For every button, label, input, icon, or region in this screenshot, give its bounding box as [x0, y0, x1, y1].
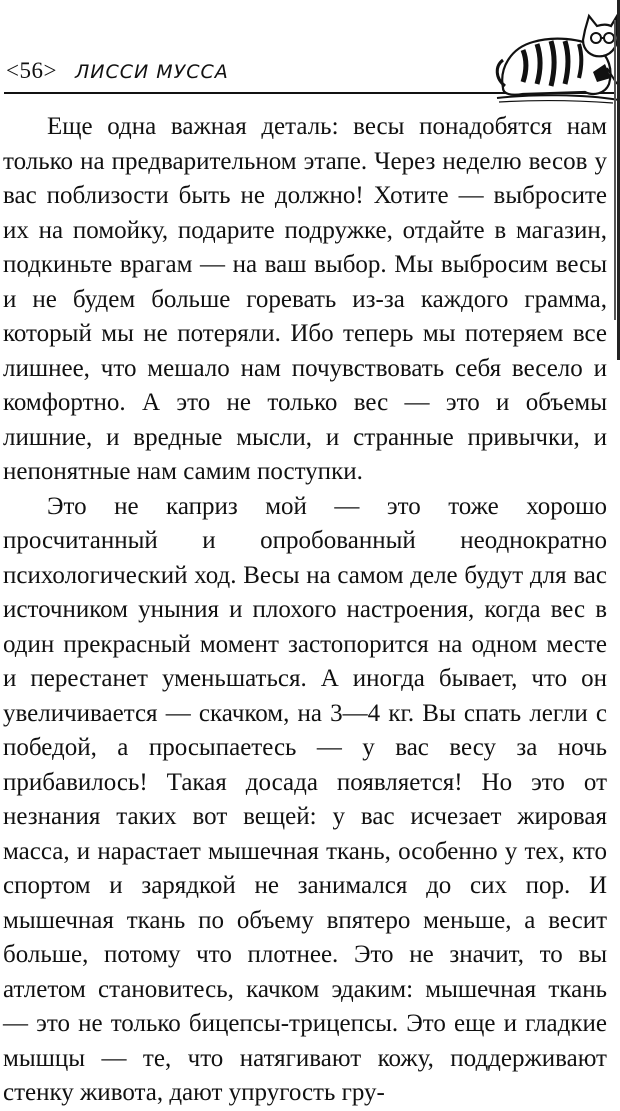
body-text [3, 110, 607, 1111]
cat-illustration [493, 8, 620, 104]
paragraph: Это не каприз мой — это тоже хорошо просчитанный и опробованный неоднократно психологический ход. Весы на самом деле будут для вас источником уныния и плохого настроения, когда вес в один прекрасный момент застопорится на одном месте и перестанет уменьшаться. А иногда бывает, что он увеличивается — скачком, на 3—4 кг. Вы спать легли с победой, а просыпаетесь — у вас весу за ночь прибавилось! Такая досада появляется! Но это от незнания таких вот вещей: у вас исчезает жировая масса, и нарастает мышечная ткань, особенно у тех, кто спортом и зарядкой не занимался до сих пор. И мышечная ткань по объему впятеро меньше, а весит больше, потому что плотнее. Это не значит, то вы атлетом становитесь, качком эдаким: мышечная ткань — это не только бицепсы-трицепсы. Это еще и гладкие мышцы — те, что натягивают кожу, поддерживают стенку живота, дают упругость гру- [3, 492, 607, 1106]
page-edge-shadow [612, 0, 620, 360]
paragraph: Еще одна важная деталь: весы понадобятся нам только на предварительном этапе. Через неделю весов у вас поблизости быть не должно! Хотите — выбросите их на помойку, подарите подружке, отдайте в магазин, подкиньте врагам — на ваш выбор. Мы выбросим весы и не будем больше горевать из-за каждого грамма, который мы не потеряли. Ибо теперь мы потеряем все лишнее, что мешало нам почувствовать себя весело и комфортно. А это не только вес — это и объемы лишние, и вредные мысли, и странные привычки, и непонятные нам самим поступки. [3, 113, 607, 485]
page-number: <56> [6, 58, 57, 83]
running-title: ЛИССИ МУССА [74, 61, 229, 83]
page-header [6, 58, 506, 92]
